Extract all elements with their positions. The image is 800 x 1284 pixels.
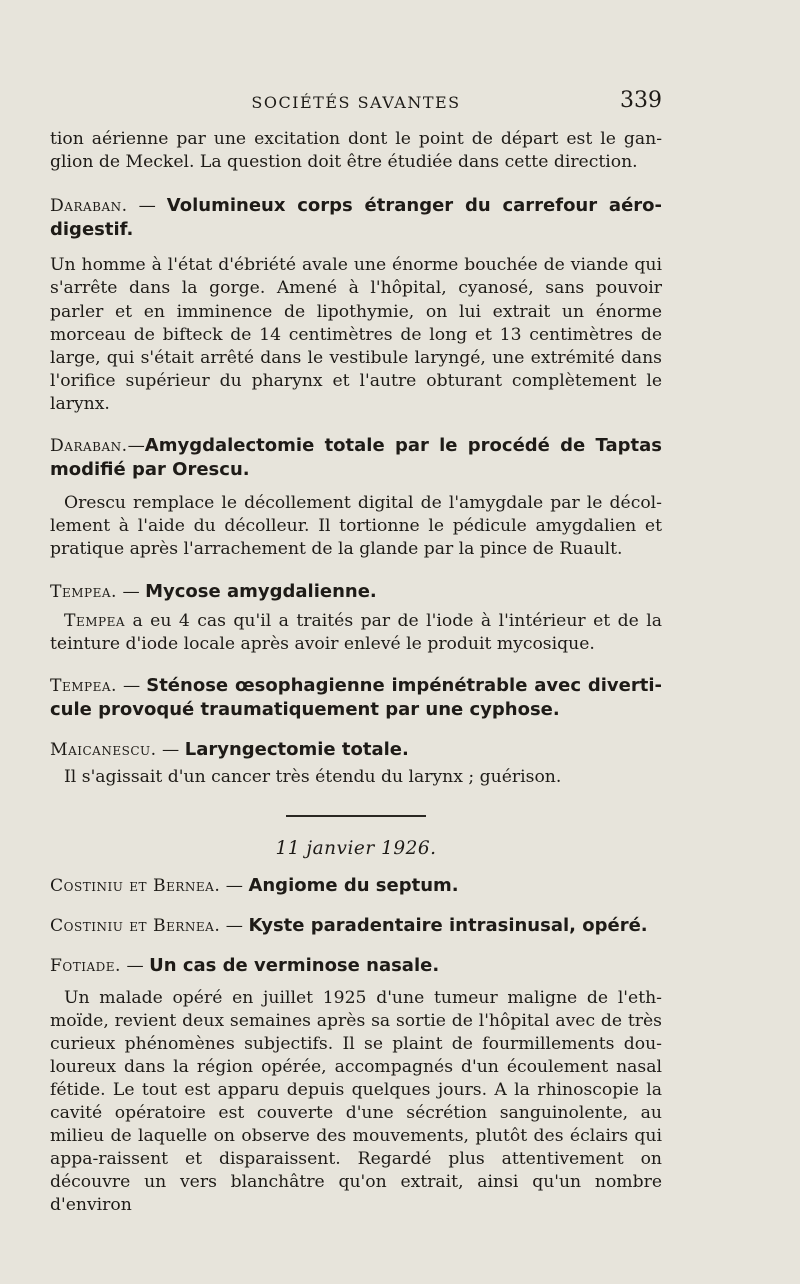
entry-heading xyxy=(50,674,662,722)
entry-maicanescu xyxy=(50,738,662,789)
continued-paragraph: tion aérienne par une excitation dont le point de départ est le gan-glion de Meckel. La question doit être étudiée dans cette direction. xyxy=(50,129,662,173)
page-body xyxy=(50,128,662,1217)
section-rule xyxy=(286,815,426,817)
entry-body: Il s'agissait d'un cancer très étendu du larynx ; guérison. xyxy=(64,767,562,788)
entry-fotiade xyxy=(50,954,662,1217)
entry-heading xyxy=(50,194,662,242)
entry-heading xyxy=(50,874,662,898)
entry-title: Un cas de verminose nasale. xyxy=(149,955,440,977)
entry-costiniu-angiome xyxy=(50,874,662,898)
page-header xyxy=(50,88,662,118)
entry-author: Daraban. xyxy=(50,196,128,217)
entry-dash: — xyxy=(220,876,249,897)
entry-body: Orescu remplace le décollement digital de l'amygdale par le décol-lement à l'aide du décolleur. Il tortionne le pédicule amygdalien et pratique après l'arrachement de la glande par la pince de Ruault. xyxy=(50,493,662,560)
entry-author: Costiniu et Bernea. xyxy=(50,916,221,937)
entry-dash: — xyxy=(156,739,185,760)
entry-heading xyxy=(50,434,662,482)
entry-author: Costiniu et Bernea. xyxy=(50,876,221,897)
entry-body: Un homme à l'état d'ébriété avale une énorme bouchée de viande qui s'arrête dans la gorge. Amené à l'hôpital, cyanosé, sans pouvoir parler et en imminence de lipothymie, on lui extrait un énorme morceau de bifteck de 14 centimètres de long et 13 centimètres de large, qui s'était arrêté dans le vestibule laryngé, une extrémité dans l'orifice supérieur du pharynx et l'autre obturant complètement le larynx. xyxy=(50,255,662,414)
entry-daraban-corps-etranger xyxy=(50,194,662,416)
entry-dash: — xyxy=(121,956,150,977)
entry-body: Un malade opéré en juillet 1925 d'une tumeur maligne de l'eth-moïde, revient deux semaines après sa sortie de l'hôpital avec de très curieux phénomènes subjectifs. Il se plaint de fourmillements dou-loureux dans la région opérée, accompagnés d'un écoulement nasal fétide. Le tout est apparu depuis quelques jours. A la rhinoscopie la cavité opératoire est couverte d'une sécrétion sanguinolente, au milieu de laquelle on observe des mouvements, plutôt des éclairs qui appa-raissent et disparaissent. Regardé plus attentivement on découvre un vers blanchâtre qu'on extrait, ainsi qu'un nombre d'environ xyxy=(50,987,662,1216)
entry-title: Mycose amygdalienne. xyxy=(145,580,377,602)
page-number: 339 xyxy=(620,88,662,113)
entry-title: Amygdalectomie totale par le procédé de Taptas modifié par Orescu. xyxy=(50,435,662,481)
session-date: 11 janvier 1926. xyxy=(275,838,437,860)
entry-heading xyxy=(50,914,662,938)
entry-heading xyxy=(50,954,662,978)
entry-heading xyxy=(50,738,662,762)
entry-title: Volumineux corps étranger du carrefour aéro-digestif. xyxy=(50,195,662,241)
entry-title: Laryngectomie totale. xyxy=(184,738,409,760)
entry-dash: — xyxy=(116,581,146,602)
body-author: Tempea xyxy=(64,610,126,631)
entry-daraban-amygdalectomie xyxy=(50,434,662,561)
entry-author: Fotiade. xyxy=(50,956,122,977)
entry-title: Kyste paradentaire intrasinusal, opéré. xyxy=(248,915,648,937)
entry-tempea-mycose xyxy=(50,580,662,656)
running-head: SOCIÉTÉS SAVANTES xyxy=(251,93,461,112)
entry-title: Angiome du septum. xyxy=(248,875,459,897)
entry-costiniu-kyste xyxy=(50,914,662,938)
entry-author: Daraban. xyxy=(50,436,128,457)
entry-heading xyxy=(50,580,662,604)
entry-dash: — xyxy=(116,675,147,696)
entry-author: Tempea. xyxy=(50,675,117,696)
entry-title: Sténose œsophagienne impénétrable avec diverti-cule provoqué traumatiquement par une cyphose. xyxy=(50,674,662,720)
entry-author: Tempea. xyxy=(50,581,117,602)
entry-dash: — xyxy=(127,196,167,217)
entry-tempea-stenose xyxy=(50,674,662,722)
entry-dash: — xyxy=(127,436,145,457)
body-text: a eu 4 cas qu'il a traités par de l'iode à l'intérieur et de la teinture d'iode locale après avoir enlevé le produit mycosique. xyxy=(50,610,662,654)
entry-author: Maicanescu. xyxy=(50,739,157,760)
entry-dash: — xyxy=(220,916,249,937)
entry-body xyxy=(50,610,662,656)
